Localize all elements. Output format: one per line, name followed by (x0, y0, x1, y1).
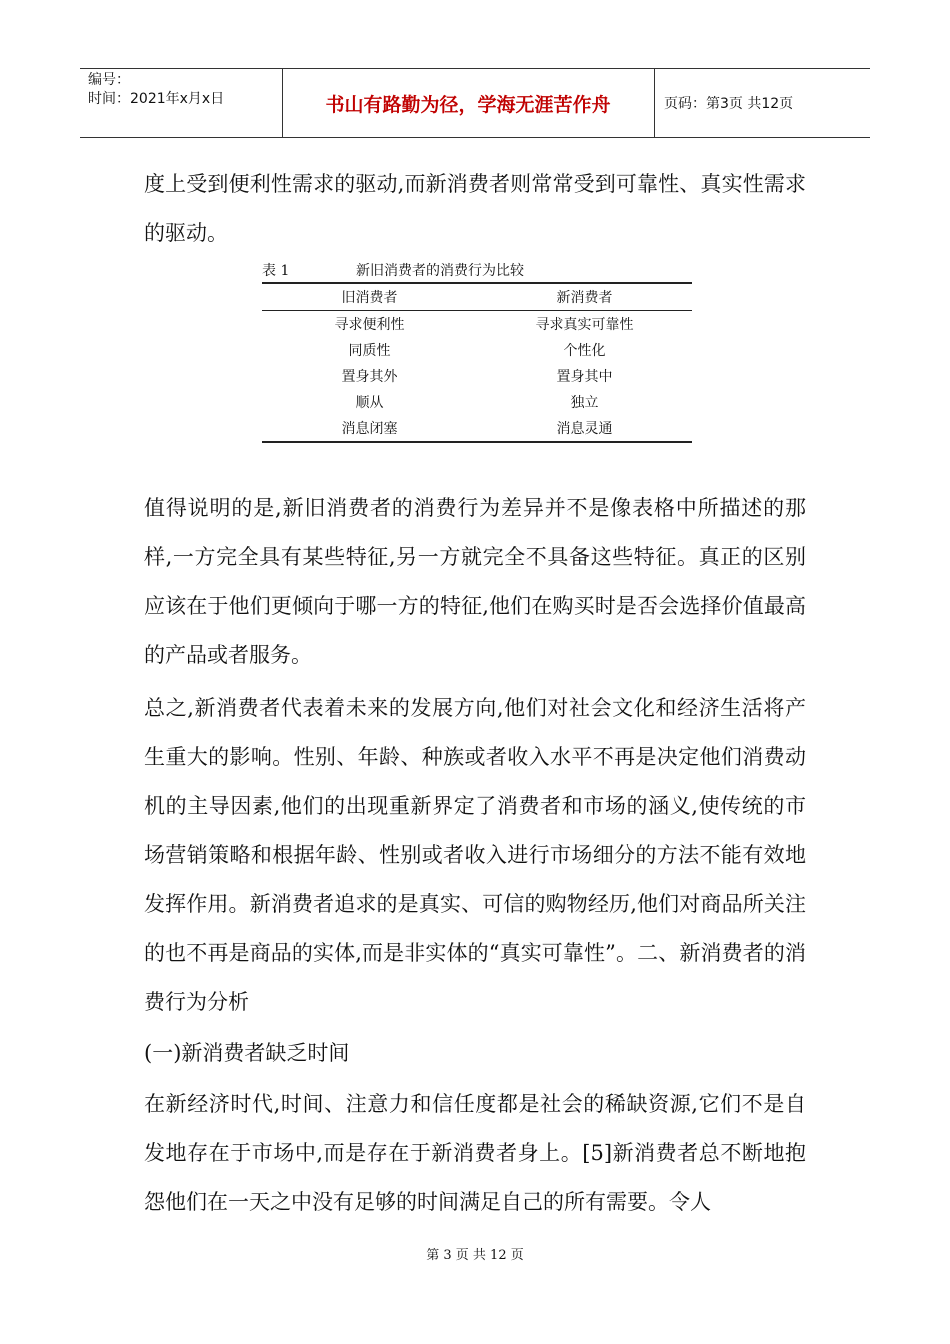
table-cell: 独立 (570, 395, 599, 411)
table-cell: 寻求真实可靠性 (535, 317, 634, 333)
table-row (262, 389, 692, 415)
table-header-row (262, 284, 692, 310)
table-caption (262, 258, 692, 282)
page-footer: 第 3 页 共 12 页 (426, 1248, 524, 1263)
body-paragraph: 值得说明的是,新旧消费者的消费行为差异并不是像表格中所描述的那样,一方完全具有某些特征,另一方就完全不具备这些特征。真正的区别应该在于他们更倾向于哪一方的特征,他们在购买时是否会选择价值最高的产品或者服务。 (144, 496, 806, 667)
table-cell: 同质性 (348, 343, 391, 359)
table-header-cell: 新消费者 (556, 290, 613, 306)
body-paragraph: 总之,新消费者代表着未来的发展方向,他们对社会文化和经济生活将产生重大的影响。性别、年龄、种族或者收入水平不再是决定他们消费动机的主导因素,他们的出现重新界定了消费者和市场的涵义,使传统的市场营销策略和根据年龄、性别或者收入进行市场细分的方法不能有效地发挥作用。新消费者追求的是真实、可信的购物经历,他们对商品所关注的也不再是商品的实体,而是非实体的“真实可靠性”。二、新消费者的消费行为分析 (144, 696, 806, 1014)
table-row (262, 337, 692, 363)
table-cell: 消息闭塞 (341, 421, 398, 437)
section-subheading: (一)新消费者缺乏时间 (144, 1041, 350, 1065)
table-bottom-rule (262, 441, 692, 443)
table-header-cell: 旧消费者 (341, 290, 398, 306)
intro-paragraph: 度上受到便利性需求的驱动,而新消费者则常常受到可靠性、真实性需求的驱动。 (144, 172, 806, 245)
table-cell: 置身其中 (556, 369, 613, 385)
table-number: 表 1 (262, 263, 290, 279)
table-cell: 个性化 (563, 343, 606, 359)
table-cell: 置身其外 (341, 369, 398, 385)
table-cell: 寻求便利性 (334, 317, 405, 333)
table-row (262, 363, 692, 389)
body-paragraph: 在新经济时代,时间、注意力和信任度都是社会的稀缺资源,它们不是自发地存在于市场中,而是存在于新消费者身上。[5]新消费者总不断地抱怨他们在一天之中没有足够的时间满足自己的所有需要。令人 (144, 1092, 806, 1214)
table-title: 新旧消费者的消费行为比较 (356, 263, 524, 279)
header-motto: 书山有路勤为径，学海无涯苦作舟 (325, 93, 611, 116)
header-meta (88, 71, 224, 109)
page-header (80, 68, 870, 138)
table-cell: 消息灵通 (556, 421, 613, 437)
table-cell: 顺从 (355, 395, 384, 411)
table-row (262, 415, 692, 441)
serial-label: 编号： (88, 72, 130, 88)
table-row (262, 311, 692, 337)
header-divider (654, 69, 655, 137)
time-label: 时间：2021年x月x日 (88, 91, 225, 107)
comparison-table (262, 258, 692, 443)
header-page-info: 页码：第3页 共12页 (664, 96, 794, 112)
